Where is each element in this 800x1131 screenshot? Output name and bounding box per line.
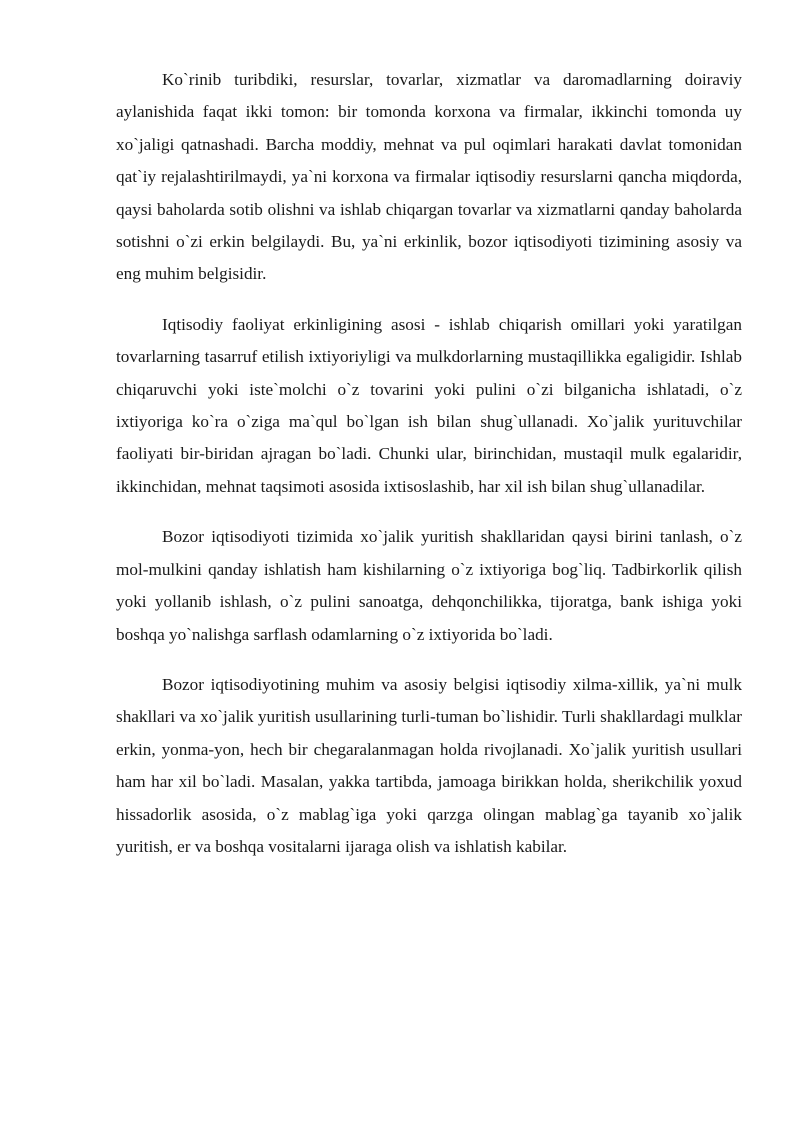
- document-page: [116, 64, 742, 881]
- paragraph-4: Bozor iqtisodiyotining muhim va asosiy belgisi iqtisodiy xilma-xillik, ya`ni mulk shakllari va xo`jalik yuritish usullarining turli-tuman bo`lishidir. Turli shakllardagi mulklar erkin, yonma-yon, hech bir chegaralanmagan holda rivojlanadi. Xo`jalik yuritish usullari ham har xil bo`ladi. Masalan, yakka tartibda, jamoaga birikkan holda, sherikchilik yoxud hissadorlik asosida, o`z mablag`iga yoki qarzga olingan mablag`ga tayanib xo`jalik yuritish, er va boshqa vositalarni ijaraga olish va ishlatish kabilar.: [116, 674, 742, 856]
- paragraph-3: Bozor iqtisodiyoti tizimida xo`jalik yuritish shakllaridan qaysi birini tanlash, o`z mol-mulkini qanday ishlatish ham kishilarning o`z ixtiyoriga bog`liq. Tadbirkorlik qilish yoki yollanib ishlash, o`z pulini sanoatga, dehqonchilikka, tijoratga, bank ishiga yoki boshqa yo`nalishga sarflash odamlarning o`z ixtiyorida bo`ladi.: [116, 527, 742, 644]
- paragraph-2: Iqtisodiy faoliyat erkinligining asosi - ishlab chiqarish omillari yoki yaratilgan tovarlarning tasarruf etilish ixtiyoriyligi va mulkdorlarning mustaqillikka egaligidir. Ishlab chiqaruvchi yoki iste`molchi o`z tovarini yoki pulini o`zi bilganicha ishlatadi, o`z ixtiyoriga ko`ra o`ziga ma`qul bo`lgan ish bilan shug`ullanadi. Xo`jalik yurituvchilar faoliyati bir-biridan ajragan bo`ladi. Chunki ular, birinchidan, mustaqil mulk egalaridir, ikkinchidan, mehnat taqsimoti asosida ixtisoslashib, har xil ish bilan shug`ullanadilar.: [116, 314, 742, 496]
- paragraph-1: Ko`rinib turibdiki, resurslar, tovarlar, xizmatlar va daromadlarning doiraviy aylanishida faqat ikki tomon: bir tomonda korxona va firmalar, ikkinchi tomonda uy xo`jaligi qatnashadi. Barcha moddiy, mehnat va pul oqimlari harakati davlat tomonidan qat`iy rejalashtirilmaydi, ya`ni korxona va firmalar iqtisodiy resurslarni qancha miqdorda, qaysi baholarda sotib olishni va ishlab chiqargan tovarlar va xizmatlarni qanday baholarda sotishni o`zi erkin belgilaydi. Bu, ya`ni erkinlik, bozor iqtisodiyoti tizimining asosiy va eng muhim belgisidir.: [116, 70, 742, 284]
